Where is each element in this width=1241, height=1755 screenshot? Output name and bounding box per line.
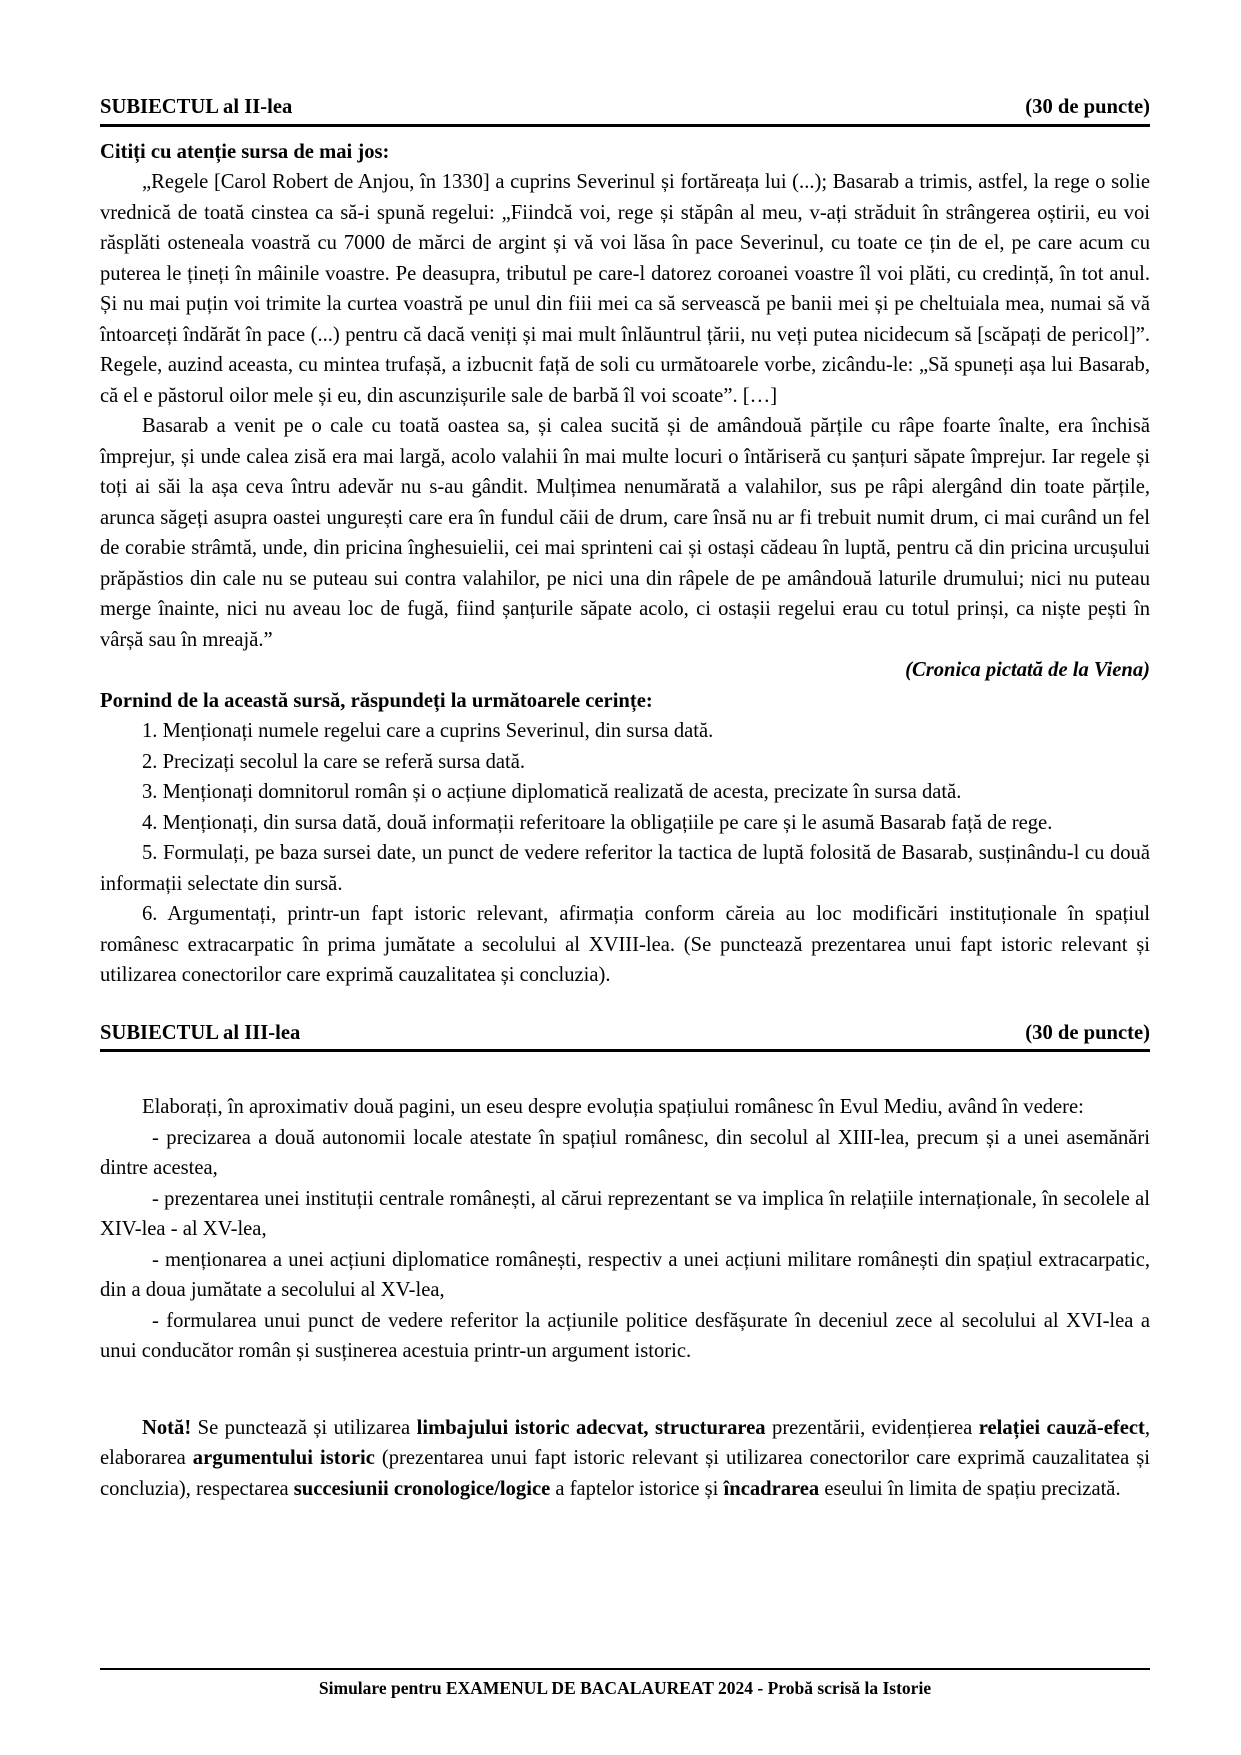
requirements-intro: Pornind de la această sursă, răspundeți la următoarele cerințe: (100, 689, 653, 712)
requirement-item-2: 2. Precizați secolul la care se referă sursa dată. (142, 750, 526, 773)
requirement-item-4: 4. Menționați, din sursa dată, două informații referitoare la obligațiile pe care și le asumă Basarab față de rege. (142, 811, 1053, 834)
essay-bullet-3: - menționarea a unei acțiuni diplomatice românești, respectiv a unei acțiuni militare românești din spațiul extracarpatic, din a doua jumătate a secolului al XV-lea, (100, 1248, 1150, 1301)
footer-rule (100, 1668, 1150, 1670)
essay-bullet-2: - prezentarea unei instituții centrale românești, al cărui reprezentant se va implica în relațiile internaționale, în secolele al XIV-lea - al XV-lea, (100, 1187, 1150, 1240)
source-attribution: (Cronica pictată de la Viena) (905, 659, 1150, 681)
read-instruction: Citiți cu atenție sursa de mai jos: (100, 140, 390, 163)
requirement-item-5: 5. Formulați, pe baza sursei date, un punct de vedere referitor la tactica de luptă folosită de Basarab, susținându-l cu două informații selectate din sursă. (100, 842, 1150, 895)
page-content (100, 92, 1150, 1504)
subject3-points: (30 de puncte) (1025, 1021, 1150, 1044)
source-paragraph-1: „Regele [Carol Robert de Anjou, în 1330] a cuprins Severinul și fortăreața lui (...); Basarab a trimis, astfel, la rege o solie vrednică de toată cinstea ca să-i spună regelui: „Fiindcă voi, rege și stăpân al meu, v-ați străduit în strângerea oștirii, eu voi răsplăti osteneala voastră cu 7000 de mărci de argint și vă voi lăsa în pace Severinul, cu toate ce țin de el, pe care acum cu puterea le țineți în mâinile voastre. Pe deasupra, tributul pe care-l datorez coroanei voastre îl voi plăti, cu credință, în tot anul. Și nu mai puțin voi trimite la curtea voastră pe unul din fiii mei ca să servească pe banii mei și pe cheltuiala mea, numai să vă întoarceți îndărăt în pace (...) pentru că dacă veniți și mai mult înlăuntrul țării, nu veți putea nicidecum să [scăpați de pericol]”. Regele, auzind aceasta, cu mintea trufașă, a izbucnit față de soli cu următoarele vorbe, zicându-le: „Să spuneți așa lui Basarab, că el e păstorul oilor mele și eu, din ascunzișurile sale de barbă îl voi scoate”. […] (100, 171, 1150, 407)
source-paragraph-2: Basarab a venit pe o cale cu toată oastea sa, și calea sucită și de amândouă părțile cu râpe foarte înalte, era închisă împrejur, și unde calea zisă era mai largă, acolo valahii în mai multe locuri o întăriseră cu șanțuri săpate împrejur. Iar regele și toți ai săi la așa ceva întru adevăr nu s-au gândit. Mulțimea nenumărată a valahilor, sus pe râpi alergând din toate părțile, arunca săgeți asupra oastei ungurești care era în fundul căii de drum, care însă nu ar fi trebuit numit drum, ci mai curând un fel de corabie strâmtă, unde, din pricina înghesuielii, cei mai sprinteni cai și ostași cădeau în luptă, pentru că din pricina urcușului prăpăstios din cale nu se puteau sui contra valahilor, pe nici una din râpele de pe amândouă laturile drumului; nici nu puteau merge înainte, nici nu aveau loc de fugă, fiind șanțurile săpate acolo, ci ostașii regelui erau cu totul prinși, ca niște pești în vârșă sau în mreajă.” (100, 415, 1150, 651)
note-paragraph: Notă! Se punctează și utilizarea limbajului istoric adecvat, structurarea prezentării, evidențierea relației cauză-efect, elaborarea argumentului istoric (prezentarea unui fapt istoric relevant și utilizarea conectorilor care exprimă cauzalitatea și concluzia), respectarea succesiunii cronologice/logice a faptelor istorice și încadrarea eseului în limita de spațiu precizată. (100, 1416, 1151, 1500)
subject2-points: (30 de puncte) (1025, 96, 1150, 118)
requirement-item-1: 1. Menționați numele regelui care a cuprins Severinul, din sursa dată. (142, 720, 714, 742)
subject3-header (100, 1018, 1150, 1053)
subject3-title: SUBIECTUL al III-lea (100, 1021, 301, 1044)
requirement-item-3: 3. Menționați domnitorul român și o acțiune diplomatică realizată de acesta, precizate în sursa dată. (142, 781, 962, 803)
subject2-title: SUBIECTUL al II-lea (100, 96, 293, 118)
essay-bullet-4: - formularea unui punct de vedere referitor la acțiunile politice desfășurate în deceniul zece al secolului al XVI-lea a unui conducător român și susținerea acestuia printr-un argument istoric. (100, 1309, 1150, 1362)
subject2-header (100, 92, 1150, 127)
essay-bullet-1: - precizarea a două autonomii locale atestate în spațiul românesc, din secolul al XIII-lea, precum și a unei asemănări dintre acestea, (100, 1126, 1150, 1179)
essay-intro: Elaborați, în aproximativ două pagini, un eseu despre evoluția spațiului românesc în Evul Mediu, având în vedere: (142, 1096, 1084, 1118)
requirement-item-6: 6. Argumentați, printr-un fapt istoric relevant, afirmația conform căreia au loc modificări instituționale în spațiul românesc extracarpatic în prima jumătate a secolului al XVIII-lea. (Se punctează prezentarea unui fapt istoric relevant și utilizarea conectorilor care exprimă cauzalitatea și concluzia). (100, 903, 1150, 986)
footer-text: Simulare pentru EXAMENUL DE BACALAUREAT 2024 - Probă scrisă la Istorie (318, 1678, 932, 1698)
